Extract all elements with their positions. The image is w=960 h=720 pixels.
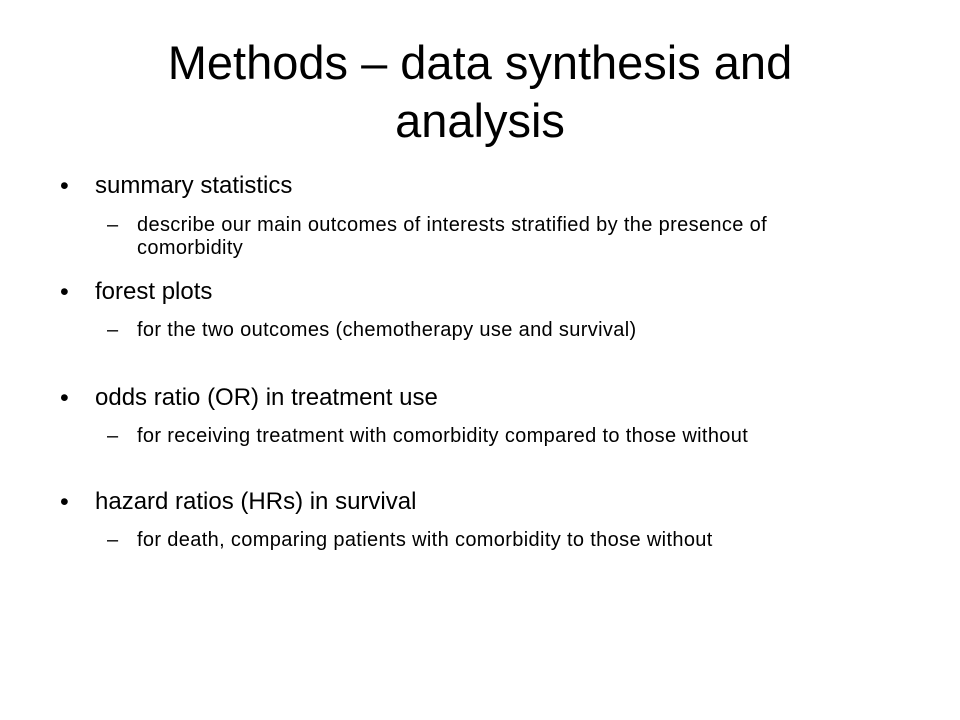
bullet-marker: • — [60, 172, 69, 200]
bullet-text: forest plots — [95, 278, 213, 305]
sub-text: describe our main outcomes of interests stratified by the presence of comorbidity — [137, 214, 768, 259]
bullet-text: odds ratio (OR) in treatment use — [95, 384, 438, 411]
slide-title: Methods – data synthesis and analysis — [167, 36, 793, 147]
bullet-text: summary statistics — [95, 172, 293, 199]
sub-marker: – — [107, 319, 119, 341]
sub-text: for receiving treatment with comorbidity compared to those without — [137, 425, 749, 447]
sub-text: for the two outcomes (chemotherapy use and survival) — [137, 319, 637, 341]
sub-marker: – — [107, 529, 119, 551]
sub-text: for death, comparing patients with comorbidity to those without — [137, 529, 713, 551]
sub-marker: – — [107, 214, 119, 236]
sub-marker: – — [107, 425, 119, 447]
bullet-marker: • — [60, 278, 69, 306]
bullet-marker: • — [60, 384, 69, 412]
bullet-marker: • — [60, 488, 69, 516]
bullet-text: hazard ratios (HRs) in survival — [95, 488, 417, 515]
